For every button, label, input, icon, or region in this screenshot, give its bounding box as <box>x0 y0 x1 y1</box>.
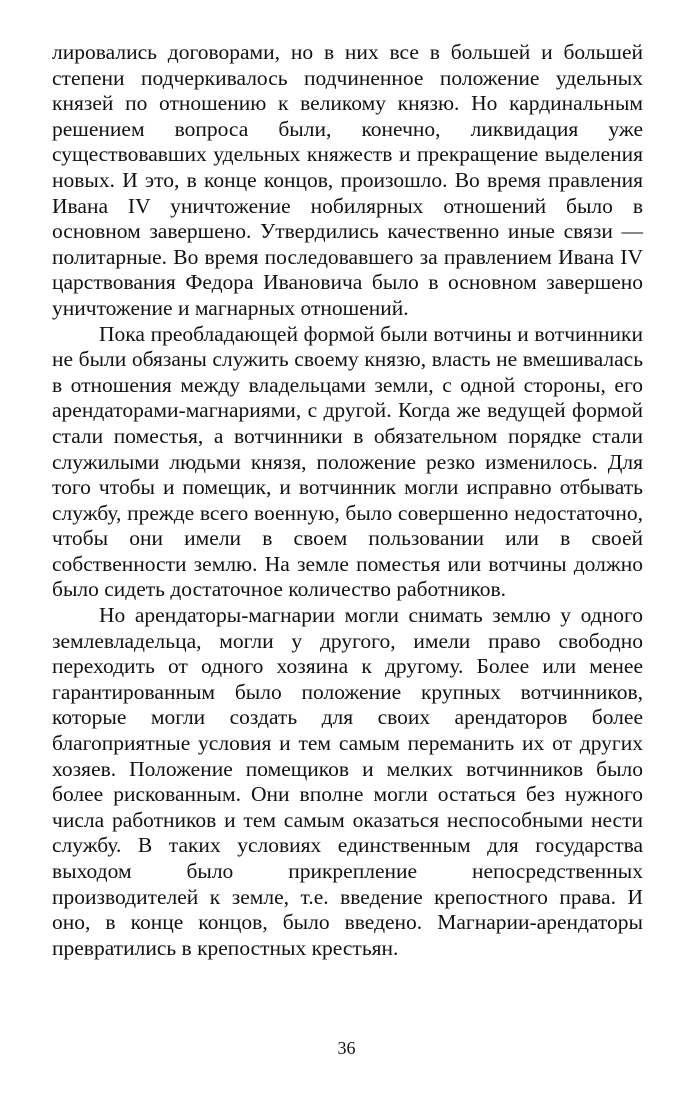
page-number: 36 <box>337 1038 356 1058</box>
page-body <box>52 40 643 961</box>
paragraph: Пока преобладающей формой были вотчины и вотчинники не были обязаны служить своему князю, власть не вмешивалась в отношения между владельцами земли, с одной стороны, его арендаторами-магнариями, с другой. Когда же ведущей формой стали поместья, а вотчинники в обязательном порядке стали служилыми людьми князя, положение резко изменилось. Для того чтобы и помещик, и вотчинник могли исправно отбывать службу, прежде всего военную, было совершенно недостаточно, чтобы они имели в своем пользовании или в своей собственности землю. На земле поместья или вотчины должно было сидеть достаточное количество работников. <box>52 321 643 602</box>
paragraph-continuation: лировались договорами, но в них все в большей и большей степени подчеркивалось подчиненное положение удельных князей по отношению к великому князю. Но кардинальным решением вопроса были, конечно, ликвидация уже существовавших удельных княжеств и прекращение выделения новых. И это, в конце концов, произошло. Во время правления Ивана IV уничтожение нобилярных отношений было в основном завершено. Утвердились качественно иные связи — политарные. Во время последовавшего за правлением Ивана IV царствования Федора Ивановича было в основном завершено уничтожение и магнарных отношений. <box>52 40 643 320</box>
paragraph: Но арендаторы-магнарии могли снимать землю у одного землевладельца, могли у другого, имели право свободно переходить от одного хозяина к другому. Более или менее гарантированным было положение крупных вотчинников, которые могли создать для своих арендаторов более благоприятные условия и тем самым переманить их от других хозяев. Положение помещиков и мелких вотчинников было более рискованным. Они вполне могли остаться без нужного числа работников и тем самым оказаться неспособными нести службу. В таких условиях единственным для государства выходом было прикрепление непосредственных производителей к земле, т.е. введение крепостного права. И оно, в конце концов, было введено. Магнарии-арендаторы превратились в крепостных крестьян. <box>52 603 643 960</box>
